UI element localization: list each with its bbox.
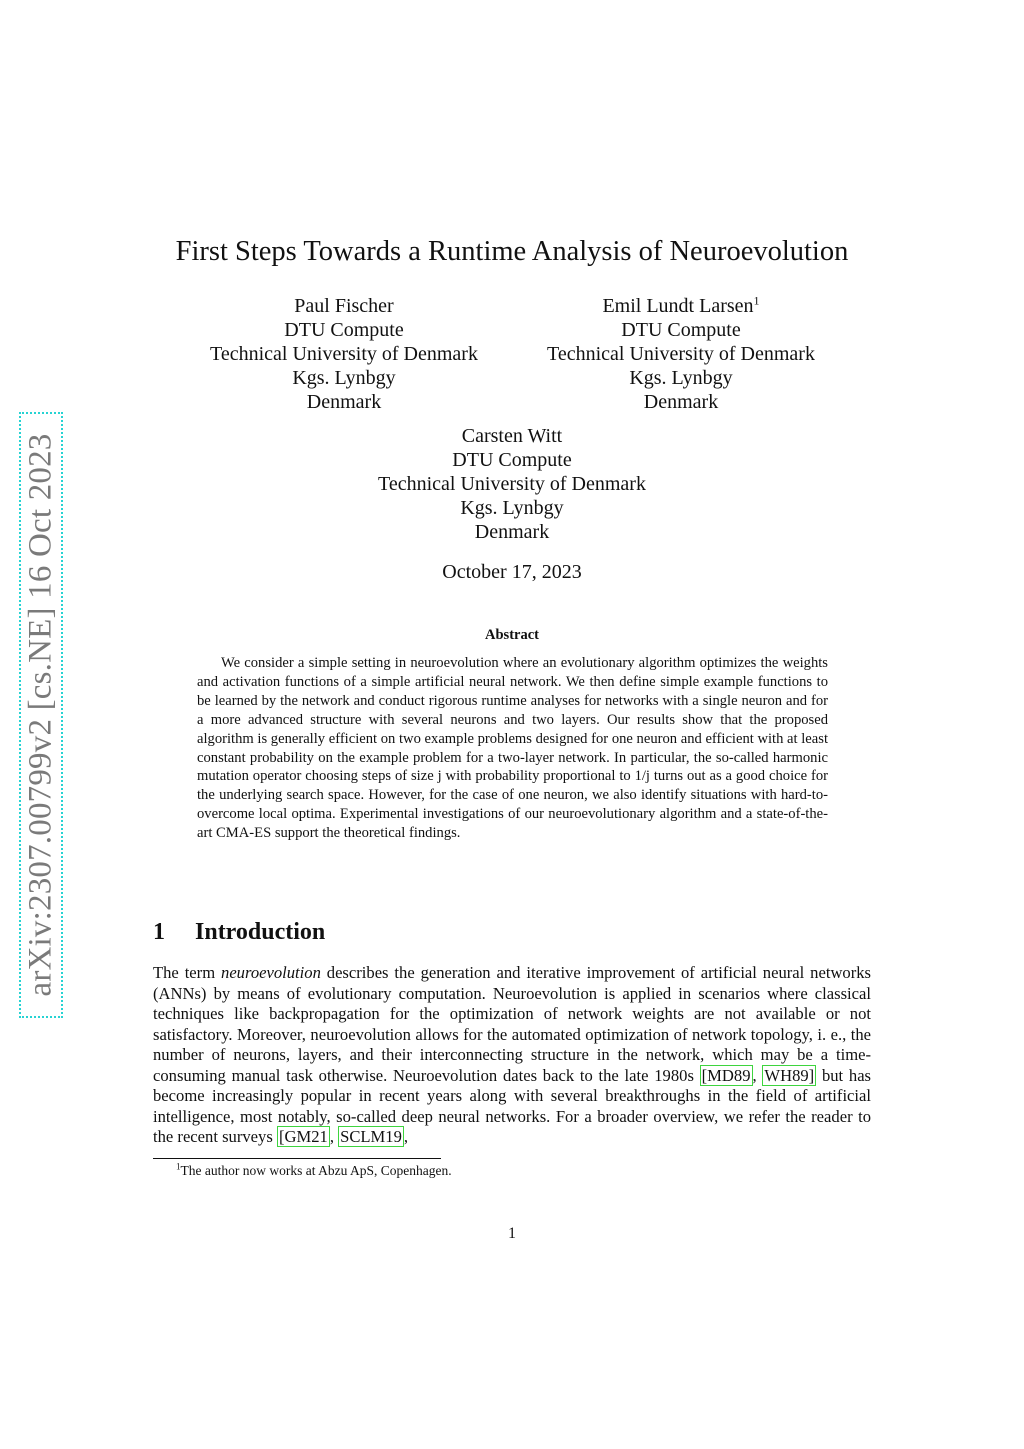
page-number: 1 <box>508 1225 516 1242</box>
section-heading <box>153 919 325 946</box>
citation-separator: , <box>752 1065 763 1085</box>
paper-date: October 17, 2023 <box>442 561 582 583</box>
author-institution: Technical University of Denmark <box>210 343 478 365</box>
author-country: Denmark <box>306 391 382 413</box>
author-country: Denmark <box>474 521 550 543</box>
intro-text-mid: describes the generation and iterative improvement of artificial neural networks (ANNs) by means of evolutionary computation. Neuroevolution is applied in scenarios where classical techniques like backpropagation for the optimization of network weights are not available or not satisfactory. Moreover, neuroevolution allows for the automated optimization of network topology, i. e., the number of neurons, layers, and their interconnecting structure in the network, which may be a time-consuming manual task otherwise. Neuroevolution dates back to the late 1980s <box>153 963 871 1085</box>
author-name: Paul Fischer <box>294 295 394 317</box>
author-city: Kgs. Lynbgy <box>292 367 396 389</box>
author-name: Carsten Witt <box>461 425 563 447</box>
citation-separator: , <box>329 1127 339 1146</box>
footnote-text: The author now works at Abzu ApS, Copenhagen. <box>180 1163 452 1178</box>
author-dept: DTU Compute <box>621 319 741 341</box>
author-dept: DTU Compute <box>452 449 572 471</box>
citation-wh89[interactable]: WH89] <box>764 1065 815 1085</box>
arxiv-stamp[interactable] <box>19 412 63 1018</box>
author-block-witt <box>342 424 682 544</box>
footnote <box>176 1163 452 1179</box>
footnote-mark: 1 <box>176 1161 181 1172</box>
footnote-marker[interactable]: 1 <box>753 293 760 308</box>
author-dept: DTU Compute <box>284 319 404 341</box>
arxiv-stamp-text: arXiv:2307.00799v2 [cs.NE] 16 Oct 2023 <box>22 433 59 997</box>
intro-text-start: The term <box>153 963 222 982</box>
author-city: Kgs. Lynbgy <box>460 497 564 519</box>
author-city: Kgs. Lynbgy <box>629 367 733 389</box>
paper-title: First Steps Towards a Runtime Analysis of Neuroevolution <box>175 236 849 267</box>
author-institution: Technical University of Denmark <box>547 343 815 365</box>
author-block-fischer <box>174 294 514 414</box>
intro-text-cont: but has become increasingly popular in recent years along with several breakthroughs in the field of artificial intelligence, most notably, so-called deep neural networks. For a broader overview, we refer the reader to the recent surveys <box>153 1065 872 1146</box>
author-name-line <box>511 294 851 318</box>
author-name: Emil Lundt Larsen <box>602 295 754 317</box>
abstract-heading: Abstract <box>485 627 539 643</box>
author-block-larsen <box>511 294 851 414</box>
citation-md89[interactable]: [MD89 <box>701 1065 751 1085</box>
intro-term: neuroevolution <box>221 963 321 982</box>
section-number: 1 <box>153 919 165 945</box>
intro-paragraph <box>153 963 871 1148</box>
citation-sclm19[interactable]: SCLM19 <box>340 1127 402 1146</box>
abstract-text: We consider a simple setting in neuroevolution where an evolutionary algorithm optimizes the weights and activation functions of a simple artificial neural network. We then define simple example functions to be learned by the network and conduct rigorous runtime analyses for networks with a single neuron and for a more advanced structure with several neurons and two layers. Our results show that the proposed algorithm is generally efficient on two example problems designed for one neuron and efficient with at least constant probability on the example problem for a two-layer network. In particular, the so-called harmonic mutation operator choosing steps of size j with probability proportional to 1/j turns out as a good choice for the underlying search space. However, for the case of one neuron, we also identify situations with hard-to-overcome local optima. Experimental investigations of our neuroevolutionary algorithm and a state-of-the-art CMA-ES support the theoretical findings. <box>197 655 828 842</box>
citation-gm21[interactable]: [GM21 <box>278 1127 328 1146</box>
intro-text-end: , <box>403 1127 409 1146</box>
section-title: Introduction <box>195 919 326 945</box>
footnote-divider <box>153 1158 441 1159</box>
author-institution: Technical University of Denmark <box>378 473 646 495</box>
author-country: Denmark <box>643 391 719 413</box>
